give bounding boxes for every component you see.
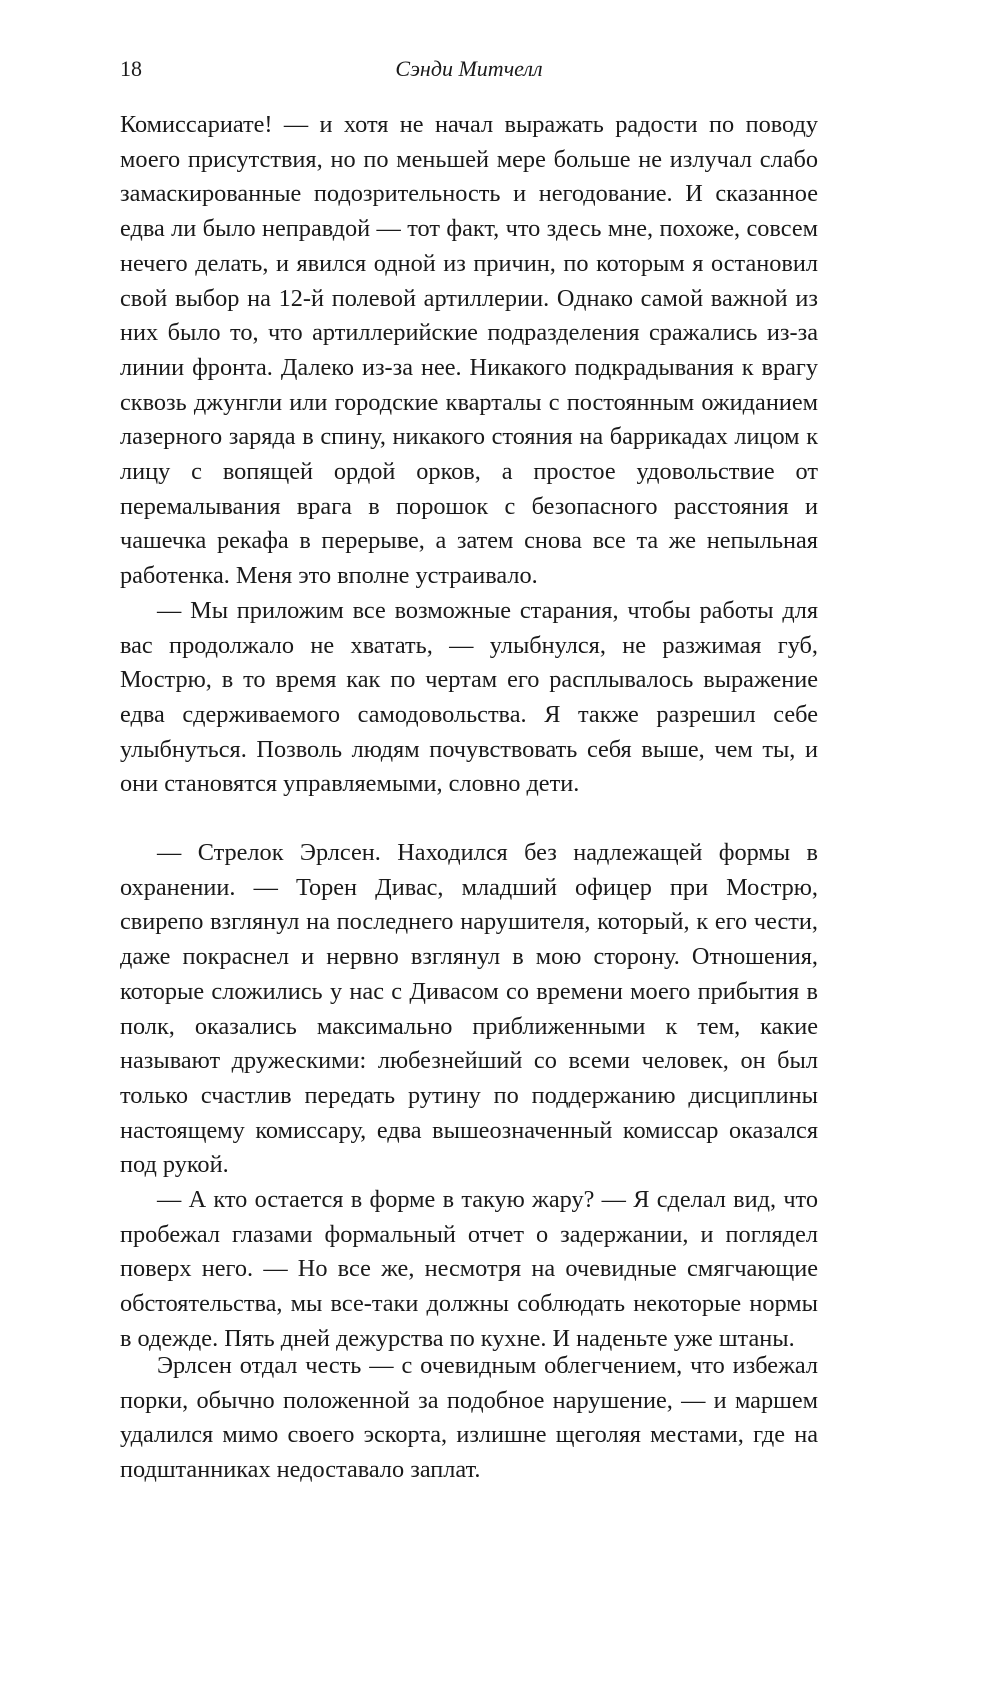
page-number: 18 [120,56,142,81]
paragraph-5: Эрлсен отдал честь — с очевидным облегчением, что избежал порки, обычно положенной за подобное нарушение, — и маршем удалился мимо своего эскорта, излишне щеголяя местами, где на подштанниках недоставало заплат. [120,1352,818,1484]
running-title: Сэнди Митчелл [395,56,543,81]
page-header [120,56,818,90]
paragraph-3: — Стрелок Эрлсен. Находился без надлежащей формы в охранении. — Торен Дивас, младший офицер при Мострю, свирепо взглянул на последнего нарушителя, который, к его чести, даже покраснел и нервно взглянул в мою сторону. Отношения, которые сложились у нас с Дивасом со времени моего прибытия в полк, оказались максимально приближенными к тем, какие называют дружескими: любезнейший со всеми человек, он был только счастлив передать рутину по поддержанию дисциплины настоящему комиссару, едва вышеозначенный комиссар оказался под рукой. [120,839,818,1179]
text-block-2 [120,836,818,1357]
paragraph-1: Комиссариате! — и хотя не начал выражать радости по поводу моего присутствия, но по меньшей мере больше не излучал слабо замаскированные подозрительность и негодование. И сказанное едва ли было неправдой — тот факт, что здесь мне, похоже, совсем нечего делать, и явился одной из причин, по которым я остановил свой выбор на 12-й полевой артиллерии. Однако самой важной из них было то, что артиллерийские подразделения сражались из-за линии фронта. Далеко из-за нее. Никакого подкрадывания к врагу сквозь джунгли или городские кварталы с постоянным ожиданием лазерного заряда в спину, никакого стояния на баррикадах лицом к лицу с вопящей ордой орков, а простое удовольствие от перемалывания врага в порошок с безопасного расстояния и чашечка рекафа в перерыве, а затем снова все та же непыльная работенка. Меня это вполне устраивало. [120,111,818,590]
paragraph-4: — А кто остается в форме в такую жару? — Я сделал вид, что пробежал глазами формальный отчет о задержании, и поглядел поверх него. — Но все же, несмотря на очевидные смягчающие обстоятельства, мы все-таки должны соблюдать некоторые нормы в одежде. Пять дней дежурства по кухне. И наденьте уже штаны. [120,1186,818,1352]
text-block-1 [120,108,818,802]
paragraph-2: — Мы приложим все возможные старания, чтобы работы для вас продолжало не хватать, — улыбнулся, не разжимая губ, Мострю, в то время как по чертам его расплывалось выражение едва сдерживаемого самодовольства. Я также разрешил себе улыбнуться. Позволь людям почувствовать себя выше, чем ты, и они становятся управляемыми, словно дети. [120,596,818,798]
text-block-3 [120,1349,818,1488]
